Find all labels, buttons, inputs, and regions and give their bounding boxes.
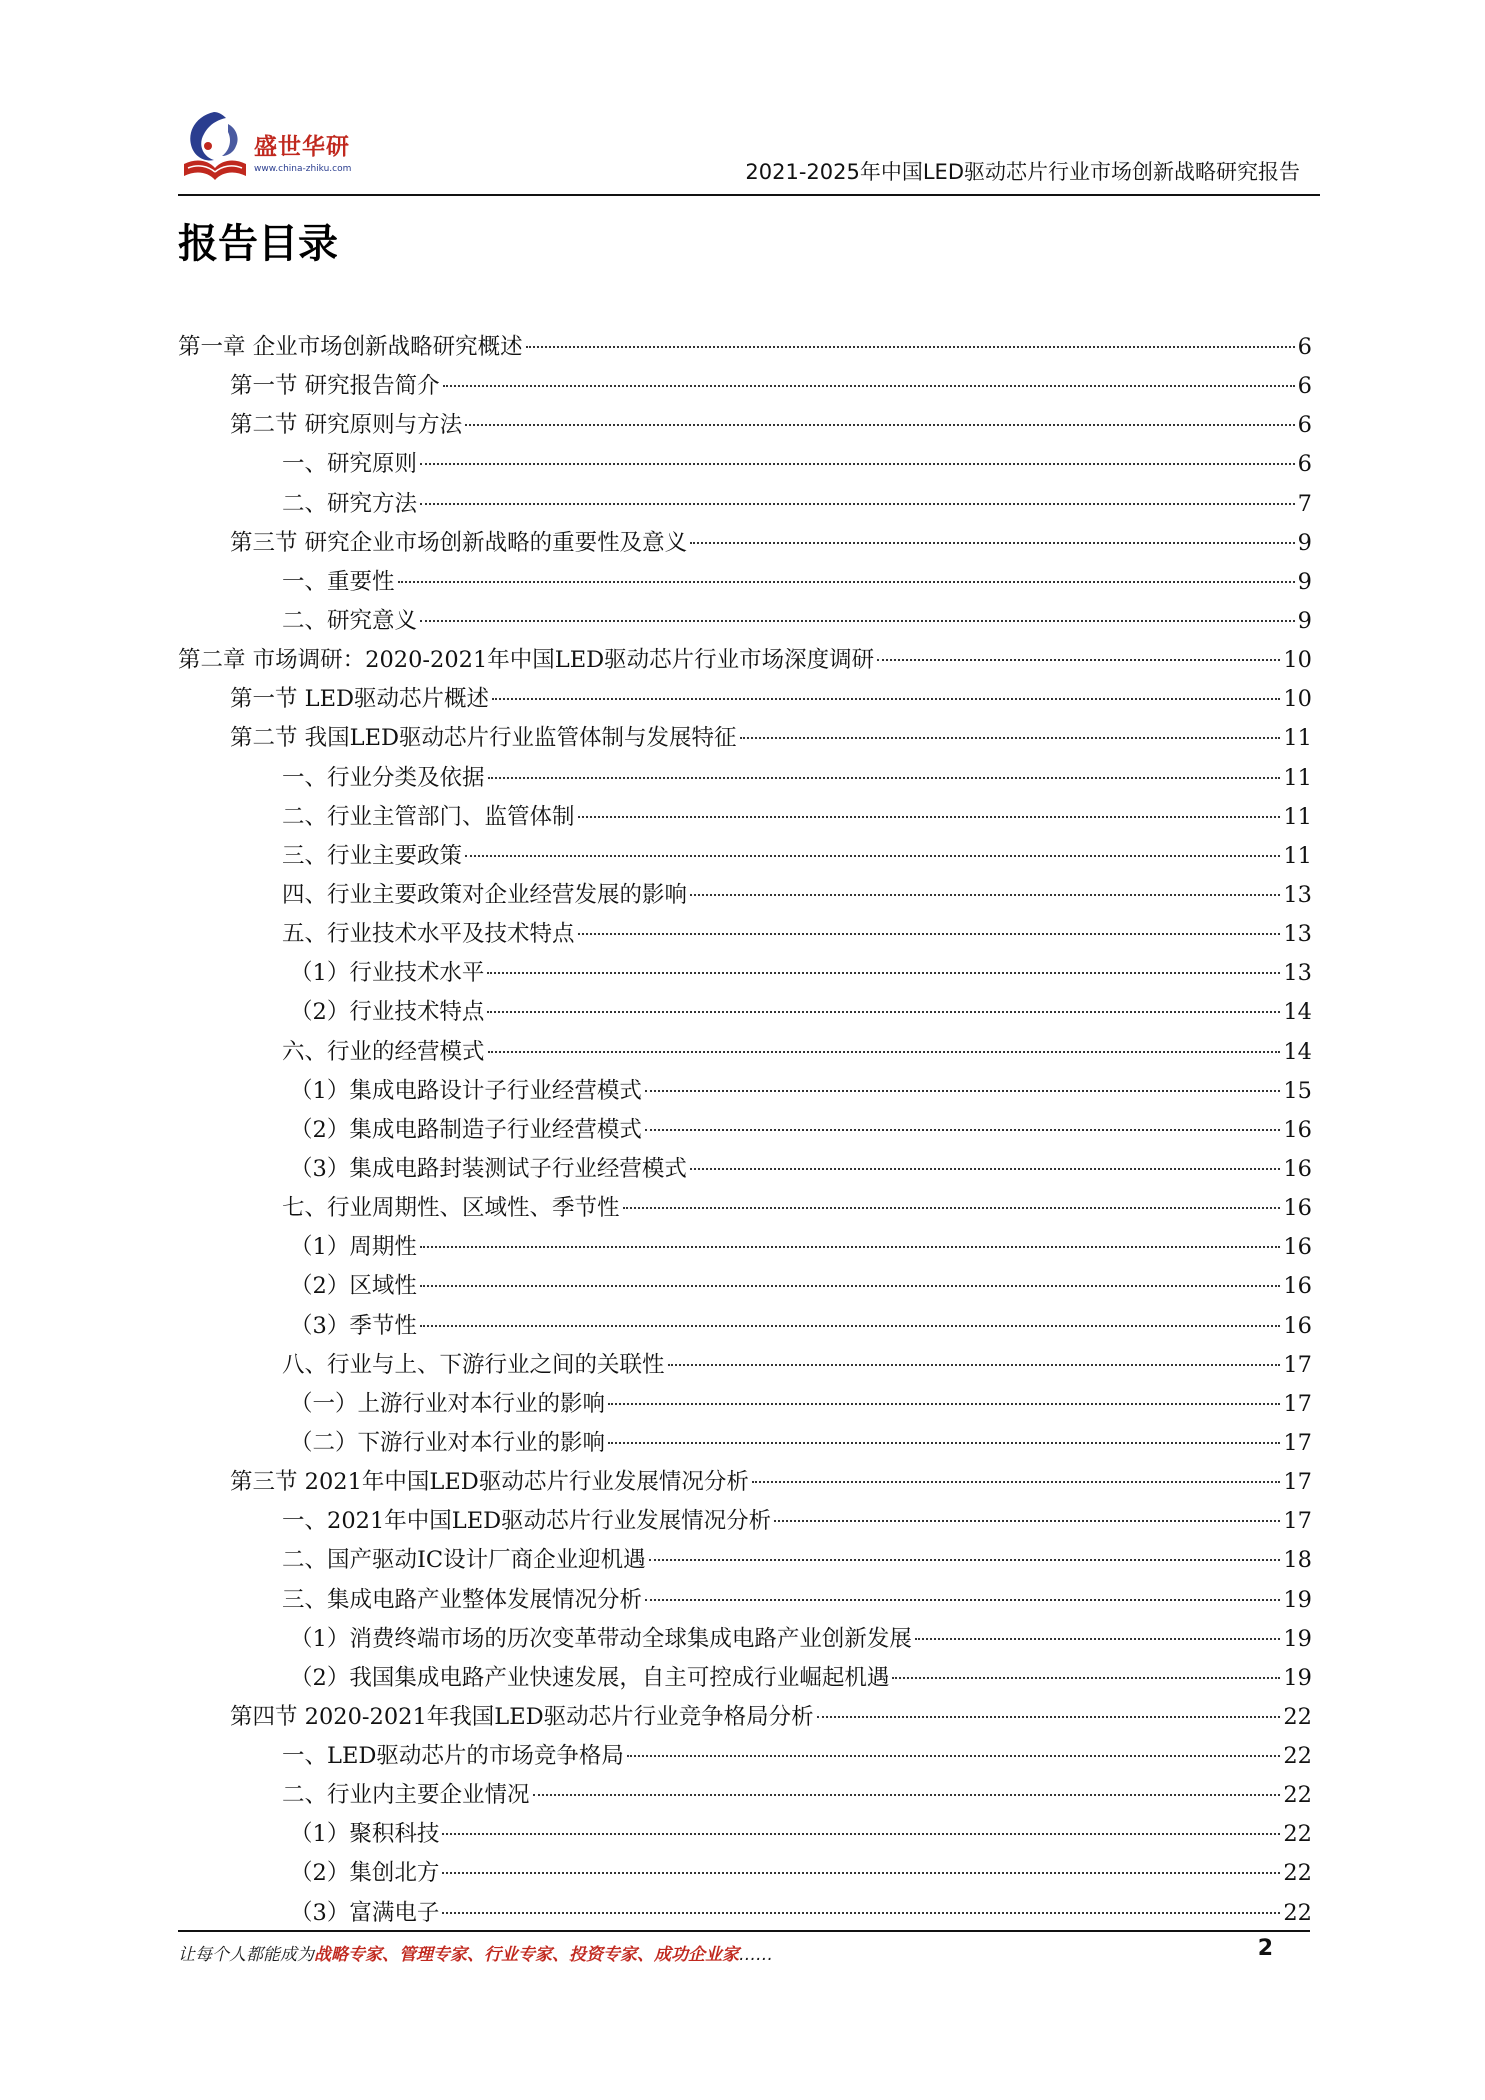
- toc-entry[interactable]: [178, 641, 1312, 680]
- toc-entry-title: （2）集成电路制造子行业经营模式: [290, 1116, 642, 1143]
- toc-dot-leader: [645, 1599, 1280, 1601]
- logo-url: www.china-zhiku.com: [254, 164, 352, 174]
- toc-entry[interactable]: [178, 1228, 1312, 1267]
- toc-entry-title: 一、研究原则: [282, 451, 418, 478]
- toc-dot-leader: [608, 1403, 1280, 1405]
- toc-entry-page: 16: [1283, 1155, 1312, 1182]
- page-header: [178, 98, 1320, 198]
- toc-dot-leader: [420, 1325, 1281, 1327]
- toc-entry-page: 9: [1297, 568, 1312, 595]
- toc-entry-title: 二、研究意义: [282, 607, 418, 634]
- toc-entry[interactable]: [178, 445, 1312, 484]
- toc-entry-page: 16: [1283, 1195, 1312, 1222]
- toc-dot-leader: [420, 1285, 1281, 1287]
- toc-entry-page: 11: [1283, 764, 1312, 791]
- toc-entry-page: 11: [1283, 803, 1312, 830]
- toc-dot-leader: [465, 855, 1280, 857]
- toc-entry-title: 一、行业分类及依据: [282, 764, 485, 791]
- toc-entry-page: 14: [1283, 1038, 1312, 1065]
- toc-dot-leader: [487, 972, 1280, 974]
- toc-entry-title: 二、行业主管部门、监管体制: [282, 803, 575, 830]
- toc-dot-leader: [488, 777, 1281, 779]
- toc-entry[interactable]: [178, 1033, 1312, 1072]
- toc-entry-page: 11: [1283, 842, 1312, 869]
- toc-entry[interactable]: [178, 1854, 1312, 1893]
- toc-entry-title: （3）富满电子: [290, 1899, 440, 1926]
- toc-entry[interactable]: [178, 1737, 1312, 1776]
- toc-entry-title: 七、行业周期性、区域性、季节性: [282, 1195, 620, 1222]
- toc-dot-leader: [420, 463, 1295, 465]
- toc-entry-page: 11: [1283, 725, 1312, 752]
- toc-entry-title: （2）我国集成电路产业快速发展，自主可控成行业崛起机遇: [290, 1664, 890, 1691]
- toc-entry-title: （3）季节性: [290, 1312, 417, 1339]
- toc-entry[interactable]: [178, 1776, 1312, 1815]
- toc-dot-leader: [690, 1168, 1281, 1170]
- toc-entry-title: 二、行业内主要企业情况: [282, 1782, 530, 1809]
- toc-dot-leader: [892, 1677, 1280, 1679]
- toc-entry-title: 一、LED驱动芯片的市场竞争格局: [282, 1743, 624, 1770]
- toc-entry[interactable]: [178, 993, 1312, 1032]
- toc-entry-title: 第一章 企业市场创新战略研究概述: [178, 334, 523, 360]
- toc-entry-page: 17: [1283, 1390, 1312, 1417]
- toc-entry[interactable]: [178, 367, 1312, 406]
- toc-entry-page: 17: [1283, 1469, 1312, 1496]
- toc-entry-page: 13: [1283, 921, 1312, 948]
- toc-entry[interactable]: [178, 524, 1312, 563]
- toc-entry[interactable]: [178, 1385, 1312, 1424]
- toc-entry-title: 八、行业与上、下游行业之间的关联性: [282, 1351, 665, 1378]
- toc-entry[interactable]: [178, 1346, 1312, 1385]
- toc-entry[interactable]: [178, 1267, 1312, 1306]
- toc-entry-page: 7: [1297, 490, 1312, 517]
- toc-dot-leader: [420, 503, 1295, 505]
- toc-entry-page: 22: [1283, 1782, 1312, 1809]
- toc-entry[interactable]: [178, 485, 1312, 524]
- toc-entry-page: 19: [1283, 1664, 1312, 1691]
- toc-dot-leader: [578, 933, 1281, 935]
- toc-entry[interactable]: [178, 1072, 1312, 1111]
- toc-entry[interactable]: [178, 1659, 1312, 1698]
- toc-entry[interactable]: [178, 563, 1312, 602]
- toc-entry[interactable]: [178, 915, 1312, 954]
- logo-text: 盛世华研: [254, 134, 350, 160]
- footer-slogan-highlight: 战略专家、管理专家、行业专家、投资专家、成功企业家: [314, 1945, 739, 1965]
- toc-entry-title: 五、行业技术水平及技术特点: [282, 921, 575, 948]
- toc-entry-page: 6: [1297, 451, 1312, 478]
- toc-dot-leader: [465, 424, 1295, 426]
- toc-entry-title: （1）消费终端市场的历次变革带动全球集成电路产业创新发展: [290, 1625, 912, 1652]
- toc-entry[interactable]: [178, 1463, 1312, 1502]
- toc-entry-title: 第一节 LED驱动芯片概述: [230, 686, 490, 713]
- toc-dot-leader: [752, 1481, 1281, 1483]
- toc-dot-leader: [442, 1872, 1280, 1874]
- toc-dot-leader: [774, 1520, 1280, 1522]
- toc-dot-leader: [492, 698, 1280, 700]
- toc-entry[interactable]: [178, 680, 1312, 719]
- toc-entry-title: 第三节 2021年中国LED驱动芯片行业发展情况分析: [230, 1469, 749, 1496]
- toc-entry[interactable]: [178, 1815, 1312, 1854]
- toc-entry-title: 一、重要性: [282, 568, 395, 595]
- toc-entry-page: 6: [1297, 373, 1312, 400]
- toc-entry[interactable]: [178, 719, 1312, 758]
- toc-dot-leader: [608, 1442, 1280, 1444]
- toc-entry-page: 22: [1283, 1899, 1312, 1926]
- toc-dot-leader: [645, 1129, 1281, 1131]
- toc-dot-leader: [915, 1638, 1281, 1640]
- toc-entry-page: 16: [1283, 1273, 1312, 1300]
- report-title: 2021-2025年中国LED驱动芯片行业市场创新战略研究报告: [745, 160, 1300, 184]
- toc-entry-page: 19: [1283, 1625, 1312, 1652]
- toc-entry-page: 9: [1297, 607, 1312, 634]
- toc-dot-leader: [690, 894, 1280, 896]
- toc-dot-leader: [649, 1559, 1281, 1561]
- toc-entry-title: 第二节 我国LED驱动芯片行业监管体制与发展特征: [230, 725, 737, 752]
- toc-entry-title: 第四节 2020-2021年我国LED驱动芯片行业竞争格局分析: [230, 1703, 814, 1730]
- toc-entry[interactable]: [178, 1698, 1312, 1737]
- toc-dot-leader: [443, 385, 1295, 387]
- toc-dot-leader: [533, 1794, 1281, 1796]
- toc-dot-leader: [526, 346, 1295, 348]
- toc-entry-page: 22: [1283, 1743, 1312, 1770]
- toc-entry-title: （1）聚积科技: [290, 1821, 440, 1848]
- footer-slogan: [178, 1940, 773, 1965]
- toc-entry-title: （一）上游行业对本行业的影响: [290, 1390, 606, 1417]
- toc-dot-leader: [578, 816, 1281, 818]
- toc-entry-page: 22: [1283, 1821, 1312, 1848]
- toc-entry-page: 15: [1283, 1077, 1312, 1104]
- toc-dot-leader: [668, 1364, 1281, 1366]
- toc-entry-page: 19: [1283, 1586, 1312, 1613]
- toc-entry[interactable]: [178, 1502, 1312, 1541]
- toc-dot-leader: [398, 581, 1295, 583]
- toc-dot-leader: [817, 1716, 1281, 1718]
- toc-entry-page: 13: [1283, 881, 1312, 908]
- toc-entry-title: （2）区域性: [290, 1273, 417, 1300]
- toc-entry[interactable]: [178, 798, 1312, 837]
- toc-entry-title: 一、2021年中国LED驱动芯片行业发展情况分析: [282, 1508, 772, 1535]
- page-title: 报告目录: [178, 221, 338, 267]
- toc-entry[interactable]: [178, 1307, 1312, 1346]
- footer-slogan-prefix: 让每个人都能成为: [178, 1945, 314, 1965]
- toc-entry-page: 6: [1297, 412, 1312, 439]
- company-logo: [178, 106, 388, 190]
- table-of-contents: [178, 328, 1312, 1933]
- toc-entry[interactable]: [178, 1424, 1312, 1463]
- toc-entry-title: （1）周期性: [290, 1234, 417, 1261]
- toc-entry[interactable]: [178, 1581, 1312, 1620]
- toc-entry-title: 六、行业的经营模式: [282, 1038, 485, 1065]
- toc-entry[interactable]: [178, 876, 1312, 915]
- toc-dot-leader: [645, 1090, 1281, 1092]
- toc-entry-title: （1）集成电路设计子行业经营模式: [290, 1077, 642, 1104]
- toc-entry[interactable]: [178, 328, 1312, 367]
- footer-slogan-suffix: ……: [739, 1945, 773, 1965]
- toc-entry-title: 第一节 研究报告简介: [230, 373, 440, 400]
- toc-entry-title: 三、集成电路产业整体发展情况分析: [282, 1586, 643, 1613]
- toc-entry[interactable]: [178, 1620, 1312, 1659]
- toc-dot-leader: [420, 620, 1295, 622]
- toc-dot-leader: [442, 1833, 1280, 1835]
- toc-entry-title: 四、行业主要政策对企业经营发展的影响: [282, 881, 688, 908]
- toc-entry-page: 6: [1297, 334, 1312, 360]
- toc-entry-page: 17: [1283, 1508, 1312, 1535]
- toc-dot-leader: [877, 659, 1280, 661]
- toc-entry-page: 16: [1283, 1312, 1312, 1339]
- page-number: 2: [1257, 1936, 1273, 1961]
- toc-entry-title: 二、国产驱动IC设计厂商企业迎机遇: [282, 1547, 646, 1574]
- toc-entry[interactable]: [178, 954, 1312, 993]
- toc-entry-title: （2）集创北方: [290, 1860, 440, 1887]
- toc-entry-title: （二）下游行业对本行业的影响: [290, 1429, 606, 1456]
- toc-entry-page: 16: [1283, 1234, 1312, 1261]
- toc-entry-page: 10: [1283, 686, 1312, 713]
- toc-entry[interactable]: [178, 1541, 1312, 1580]
- toc-entry-page: 22: [1283, 1703, 1312, 1730]
- toc-entry-title: 第二节 研究原则与方法: [230, 412, 463, 439]
- toc-entry[interactable]: [178, 1150, 1312, 1189]
- toc-entry-title: 第三节 研究企业市场创新战略的重要性及意义: [230, 529, 688, 556]
- toc-dot-leader: [740, 737, 1281, 739]
- toc-entry-title: 第二章 市场调研：2020-2021年中国LED驱动芯片行业市场深度调研: [178, 647, 875, 674]
- toc-entry-page: 22: [1283, 1860, 1312, 1887]
- toc-entry[interactable]: [178, 759, 1312, 798]
- toc-entry-page: 13: [1283, 960, 1312, 987]
- book-swirl-logo-icon: [178, 106, 252, 190]
- header-divider: [178, 194, 1320, 196]
- toc-entry-page: 18: [1283, 1547, 1312, 1574]
- toc-entry[interactable]: [178, 1894, 1312, 1933]
- toc-dot-leader: [442, 1912, 1280, 1914]
- toc-entry-title: 二、研究方法: [282, 490, 418, 517]
- toc-entry[interactable]: [178, 406, 1312, 445]
- toc-entry-title: （3）集成电路封装测试子行业经营模式: [290, 1155, 687, 1182]
- toc-entry-page: 10: [1283, 647, 1312, 674]
- toc-dot-leader: [420, 1246, 1281, 1248]
- toc-entry-title: （1）行业技术水平: [290, 960, 485, 987]
- toc-entry[interactable]: [178, 1189, 1312, 1228]
- toc-dot-leader: [623, 1207, 1281, 1209]
- toc-entry-page: 17: [1283, 1351, 1312, 1378]
- toc-entry[interactable]: [178, 1111, 1312, 1150]
- toc-dot-leader: [690, 542, 1295, 544]
- toc-dot-leader: [487, 1011, 1280, 1013]
- toc-entry-title: 三、行业主要政策: [282, 842, 463, 869]
- footer-divider: [178, 1930, 1310, 1932]
- toc-dot-leader: [627, 1755, 1280, 1757]
- toc-entry-title: （2）行业技术特点: [290, 999, 485, 1026]
- toc-entry[interactable]: [178, 837, 1312, 876]
- toc-entry-page: 9: [1297, 529, 1312, 556]
- toc-dot-leader: [488, 1051, 1281, 1053]
- toc-entry-page: 16: [1283, 1116, 1312, 1143]
- toc-entry-page: 14: [1283, 999, 1312, 1026]
- toc-entry-page: 17: [1283, 1429, 1312, 1456]
- toc-entry[interactable]: [178, 602, 1312, 641]
